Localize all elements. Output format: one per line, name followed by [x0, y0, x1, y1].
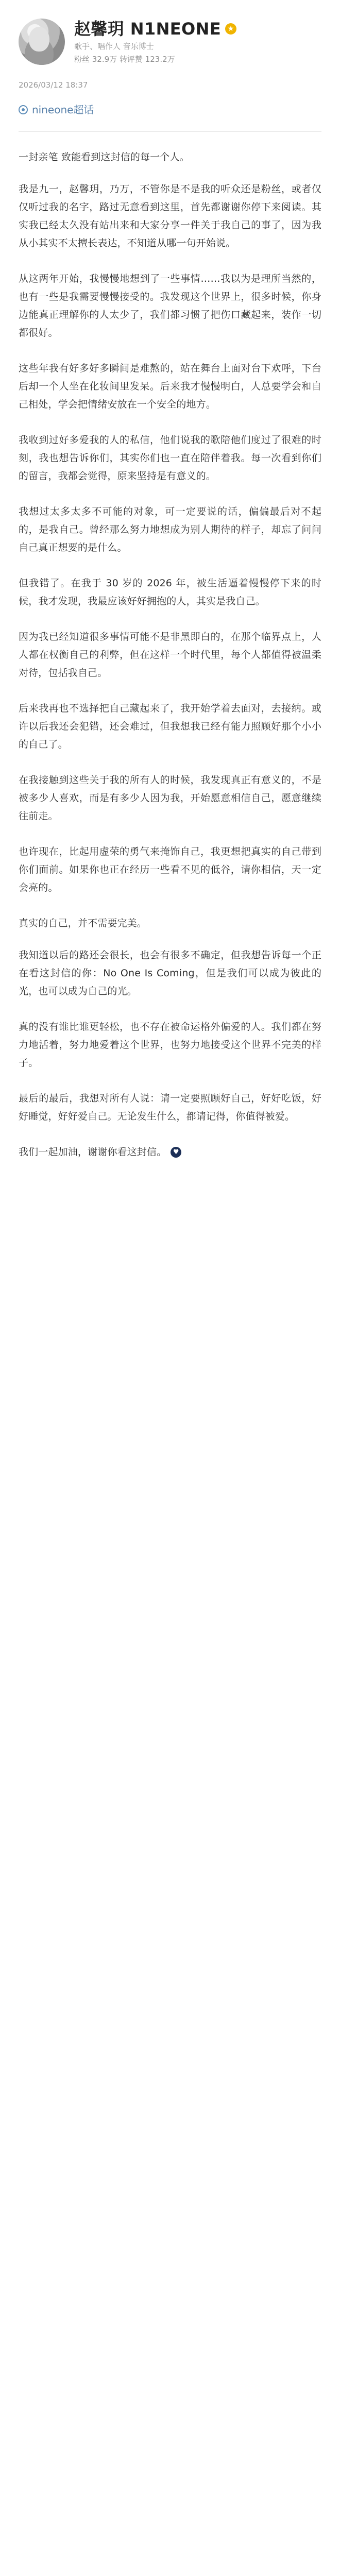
post-header: [19, 0, 321, 65]
closing-line: [19, 1143, 321, 1161]
display-name[interactable]: 赵馨玥 N1NEONE: [74, 19, 222, 39]
post-timestamp: 2026/03/12 18:37: [19, 80, 88, 90]
post-paragraph: 我是九一，赵馨玥，乃万，不管你是不是我的听众还是粉丝，或者仅仅听过我的名字，路过无意看到这里，首先都谢谢你停下来阅读。其实我已经太久没有站出来和大家分享一件关于我自己的事了，因为我从小其实不太擅长表达，不知道从哪一句开始说。: [19, 183, 321, 249]
post-content: [19, 148, 321, 1161]
post-paragraph: 这些年我有好多好多瞬间是难熬的，站在舞台上面对台下欢呼，下台后却一个人坐在化妆间里发呆。后来我才慢慢明白，人总要学会和自己相处，学会把情绪安放在一个安全的地方。: [19, 363, 321, 410]
name-row: [74, 19, 236, 39]
post-paragraph: 真实的自己，并不需要完美。: [19, 918, 147, 929]
post-paragraph: 在我接触到这些关于我的所有人的时候，我发现真正有意义的，不是被多少人喜欢，而是有多少人因为我，开始愿意相信自己，愿意继续往前走。: [19, 774, 321, 822]
post-paragraph: 因为我已经知道很多事情可能不是非黑即白的，在那个临界点上，人人都在权衡自己的利弊，但在这样一个时代里，每个人都值得被温柔对待，包括我自己。: [19, 631, 321, 679]
post-paragraph: 也许现在，比起用虚荣的勇气来掩饰自己，我更想把真实的自己带到你们面前。如果你也正在经历一些看不见的低谷，请你相信，天一定会亮的。: [19, 846, 321, 893]
closing-text: 我们一起加油，谢谢你看这封信。: [19, 1146, 167, 1158]
post-paragraph: 后来我再也不选择把自己藏起来了，我开始学着去面对，去接纳。或许以后我还会犯错，还会难过，但我想我已经有能力照顾好那个小小的自己了。: [19, 703, 321, 750]
content-divider: [19, 131, 321, 132]
post-paragraph: 我知道以后的路还会很长，也会有很多不确定，但我想告诉每一个正在看这封信的你：No One Is Coming，但是我们可以成为彼此的光，也可以成为自己的光。: [19, 950, 321, 997]
super-topic-link[interactable]: [19, 104, 94, 116]
verified-badge-icon: ★: [225, 23, 236, 35]
avatar[interactable]: [19, 19, 65, 65]
post-paragraph: 从这两年开始，我慢慢地想到了一些事情……我以为是理所当然的，也有一些是我需要慢慢接受的。我发现这个世界上，很多时候，你身边能真正理解你的人太少了，我们都习惯了把伤口藏起来，装作一切都很好。: [19, 273, 321, 338]
heart-icon: ♥: [171, 1147, 181, 1158]
super-topic-label: nineone超话: [32, 104, 94, 116]
post-paragraph: 我想过太多太多不可能的对象，可一定要说的话，偏偏最后对不起的，是我自己。曾经那么努力地想成为别人期待的样子，却忘了问问自己真正想要的是什么。: [19, 506, 321, 553]
post-intro: 一封亲笔 致能看到这封信的每一个人。: [19, 151, 190, 163]
topic-icon: [19, 105, 28, 114]
post-paragraph: 最后的最后，我想对所有人说：请一定要照顾好自己，好好吃饭，好好睡觉，好好爱自己。无论发生什么，都请记得，你值得被爱。: [19, 1093, 321, 1122]
post-paragraph: 但我错了。在我于 30 岁的 2026 年，被生活逼着慢慢停下来的时候，我才发现，我最应该好好拥抱的人，其实是我自己。: [19, 578, 321, 607]
post-paragraph: 我收到过好多爱我的人的私信，他们说我的歌陪他们度过了很难的时刻，我也想告诉你们，其实你们也一直在陪伴着我。每一次看到你们的留言，我都会觉得，原来坚持是有意义的。: [19, 434, 321, 482]
post-paragraph: 真的没有谁比谁更轻松，也不存在被命运格外偏爱的人。我们都在努力地活着，努力地爱着这个世界，也努力地接受这个世界不完美的样子。: [19, 1021, 321, 1069]
user-meta: [74, 19, 236, 64]
user-identity: 歌手、唱作人 音乐博士: [74, 42, 154, 51]
user-stats: 粉丝 32.9万 转评赞 123.2万: [74, 55, 175, 64]
